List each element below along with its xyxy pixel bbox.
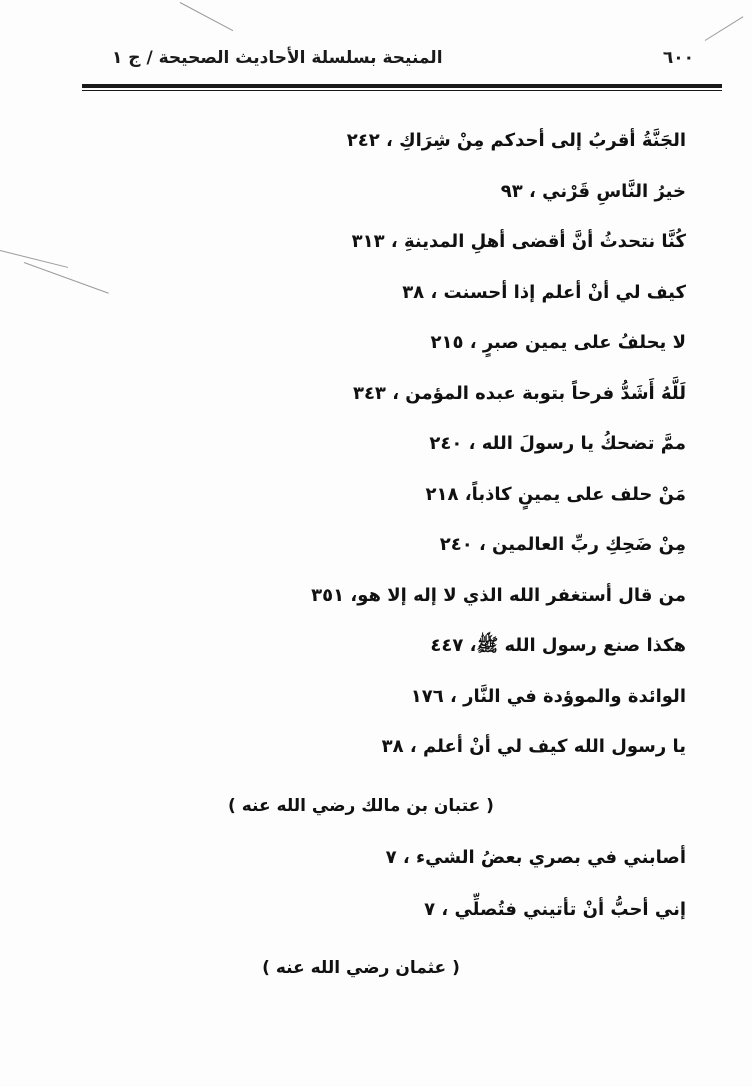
index-entry: كُنَّا نتحدثُ أنَّ أقضى أهلِ المدينةِ ، ٣١٣ xyxy=(351,231,686,252)
index-entry: الجَنَّةُ أقربُ إلى أحدكم مِنْ شِرَاكِ ، ٢٤٢ xyxy=(346,130,686,151)
index-entry: خيرُ النَّاسِ قَرْني ، ٩٣ xyxy=(500,180,686,202)
section-heading-itban: ( عتبان بن مالك رضي الله عنه ) xyxy=(228,796,494,816)
page-header xyxy=(82,42,722,78)
running-title: المنيحة بسلسلة الأحاديث الصحيحة / ج ١ xyxy=(112,48,443,68)
section-heading-uthman: ( عثمان رضي الله عنه ) xyxy=(262,958,460,978)
index-entry: مَنْ حلف على يمينٍ كاذباً، ٢١٨ xyxy=(425,483,686,505)
page-number: ٦٠٠ xyxy=(662,48,694,68)
index-entry: لَلَّهُ أَشَدُّ فرحاً بتوبة عبده المؤمن ، ٣٤٣ xyxy=(352,382,686,404)
index-entry: لا يحلفُ على يمين صبرٍ ، ٢١٥ xyxy=(430,332,686,353)
index-entry: أصابني في بصري بعضُ الشيء ، ٧ xyxy=(385,847,686,868)
index-entry: كيف لي أنْ أعلم إذا أحسنت ، ٣٨ xyxy=(402,281,686,303)
index-entry: من قال أستغفر الله الذي لا إله إلا هو، ٣٥١ xyxy=(311,584,686,606)
hadith-index-list xyxy=(86,116,686,773)
index-entry: الوائدة والموؤدة في النَّار ، ١٧٦ xyxy=(410,685,686,707)
index-entry: هكذا صنع رسول الله ﷺ، ٤٤٧ xyxy=(430,635,686,656)
scan-artifact-line xyxy=(180,2,233,31)
index-entry: ممَّ تضحكُ يا رسولَ الله ، ٢٤٠ xyxy=(429,433,686,454)
index-entry: يا رسول الله كيف لي أنْ أعلم ، ٣٨ xyxy=(381,736,686,757)
section-itban-list xyxy=(86,832,686,936)
index-entry: مِنْ ضَحِكِ ربِّ العالمين ، ٢٤٠ xyxy=(439,534,686,555)
index-entry: إني أحبُّ أنْ تأتيني فتُصلِّي ، ٧ xyxy=(424,899,686,920)
header-rule-thin xyxy=(82,90,722,91)
header-rule-thick xyxy=(82,84,722,88)
scan-artifact-line xyxy=(705,16,744,41)
